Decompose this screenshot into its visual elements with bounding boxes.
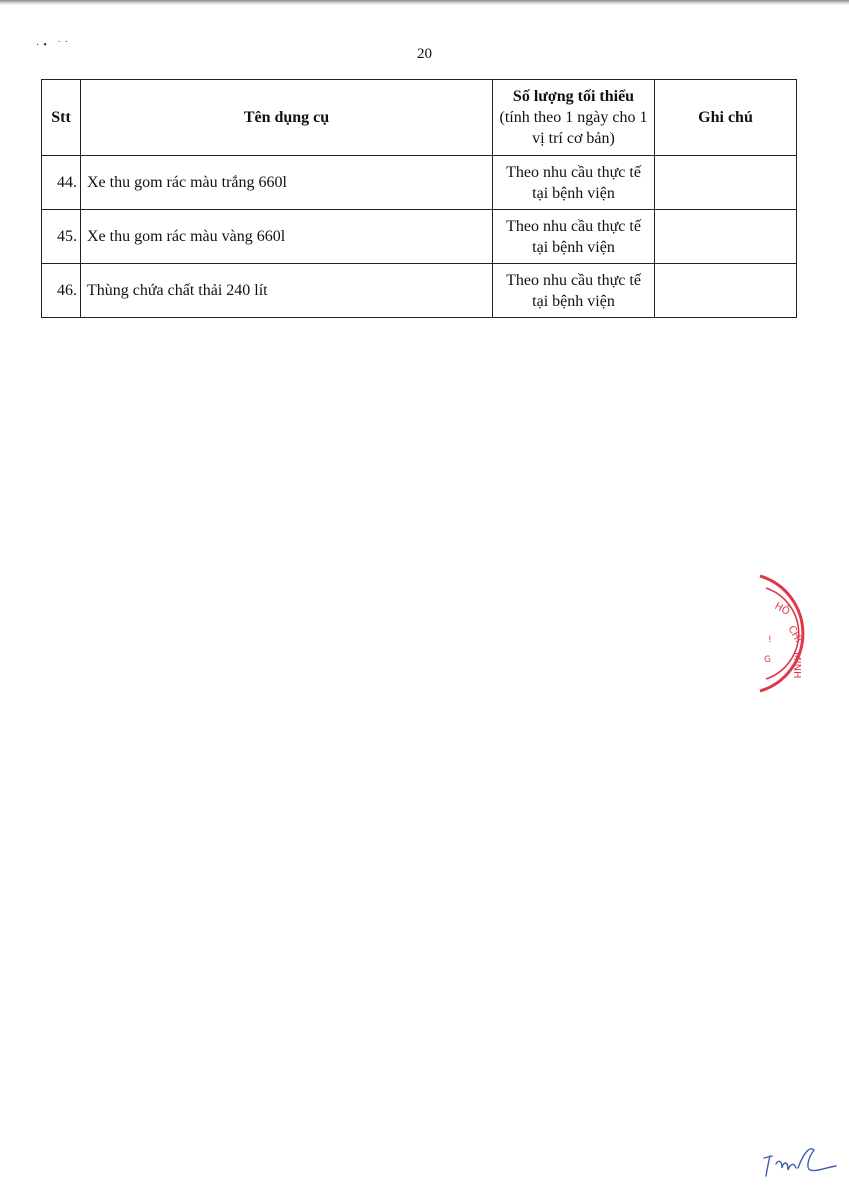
row-name: Thùng chứa chất thải 240 lít bbox=[81, 264, 493, 318]
table-row bbox=[42, 264, 797, 318]
header-quantity bbox=[493, 80, 655, 156]
row-note bbox=[655, 264, 797, 318]
row-quantity: Theo nhu cầu thực tế tại bệnh viện bbox=[493, 156, 655, 210]
page-number: 20 bbox=[417, 46, 432, 62]
row-name: Xe thu gom rác màu vàng 660l bbox=[81, 210, 493, 264]
header-quantity-main: Số lượng tối thiểu bbox=[512, 88, 635, 105]
row-quantity: Theo nhu cầu thực tế tại bệnh viện bbox=[493, 264, 655, 318]
equipment-table bbox=[41, 79, 797, 318]
row-note bbox=[655, 156, 797, 210]
row-stt: 45. bbox=[42, 210, 81, 264]
svg-text:HỒ: HỒ bbox=[772, 600, 792, 618]
table-row bbox=[42, 156, 797, 210]
header-name: Tên dụng cụ bbox=[81, 80, 493, 156]
scan-top-edge bbox=[0, 0, 849, 5]
svg-text:CHÍ: CHÍ bbox=[785, 624, 804, 645]
header-stt: Stt bbox=[42, 80, 81, 156]
table-row bbox=[42, 210, 797, 264]
row-stt: 44. bbox=[42, 156, 81, 210]
row-note bbox=[655, 210, 797, 264]
svg-text:G: G bbox=[764, 655, 771, 665]
header-note: Ghi chú bbox=[655, 80, 797, 156]
table-header-row bbox=[42, 80, 797, 156]
svg-text:!: ! bbox=[768, 635, 772, 645]
row-name: Xe thu gom rác màu trắng 660l bbox=[81, 156, 493, 210]
row-stt: 46. bbox=[42, 264, 81, 318]
svg-text:MINH: MINH bbox=[791, 652, 802, 679]
red-seal-stamp bbox=[730, 566, 820, 701]
handwritten-initials bbox=[758, 1142, 838, 1182]
scan-specks: ·• ˙˙ bbox=[36, 40, 72, 51]
header-quantity-sub: (tính theo 1 ngày cho 1 vị trí cơ bản) bbox=[499, 109, 648, 147]
row-quantity: Theo nhu cầu thực tế tại bệnh viện bbox=[493, 210, 655, 264]
